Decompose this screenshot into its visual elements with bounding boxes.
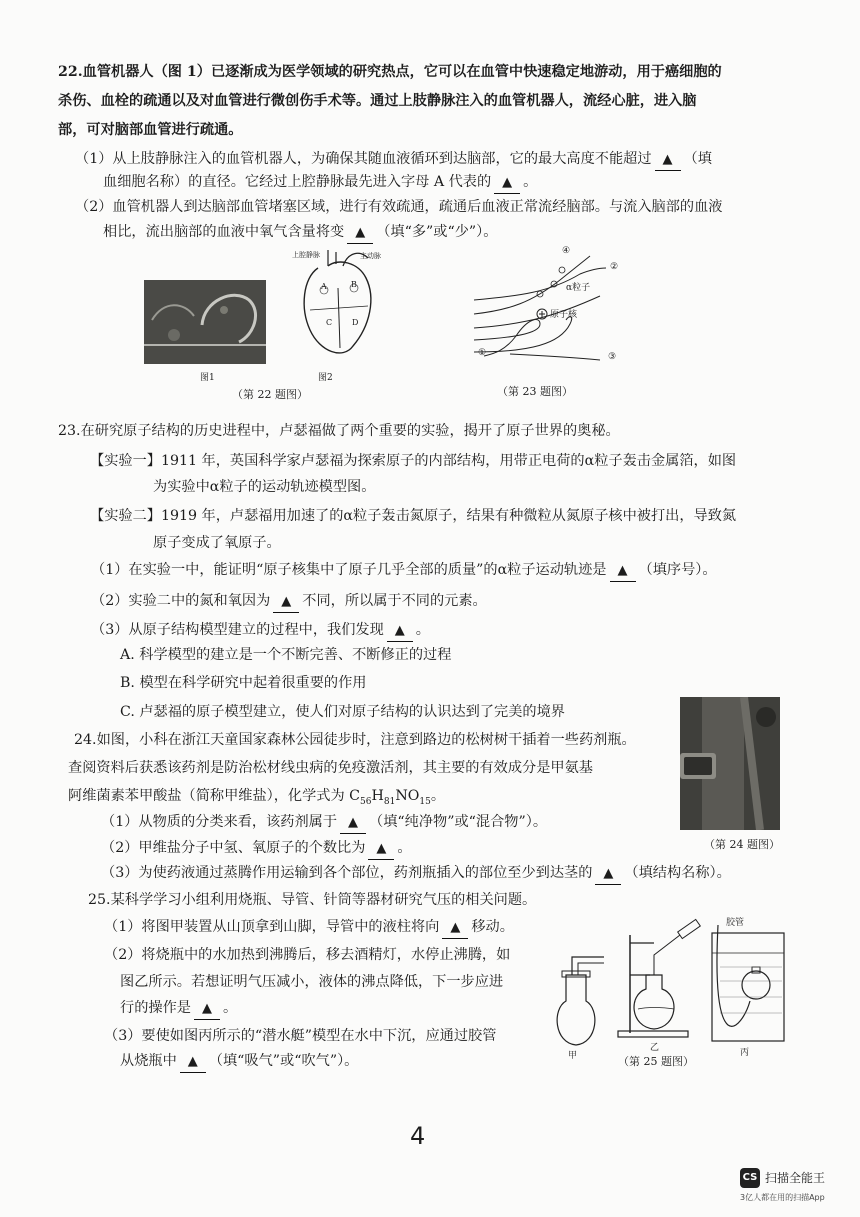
q25-part2-line2: 图乙所示。若想证明气压减小，液体的沸点降低，下一步应进 bbox=[120, 974, 504, 990]
formula-sub-c: 56 bbox=[360, 796, 372, 807]
q23-option-b: B. 模型在科学研究中起着很重要的作用 bbox=[120, 675, 367, 691]
answer-blank[interactable]: ▲ bbox=[494, 173, 520, 194]
label-jiaoguan: 胶管 bbox=[726, 918, 745, 928]
figure2-label: 图2 bbox=[318, 373, 333, 383]
q24-line3-end: 。 bbox=[430, 788, 446, 804]
q25-p2-end: 。 bbox=[222, 1000, 238, 1016]
figure23-alpha-trajectories bbox=[470, 244, 630, 372]
caption-q22: （第 22 题图） bbox=[232, 388, 308, 401]
formula-no: NO bbox=[395, 788, 420, 804]
q22-part1-line2 bbox=[103, 172, 537, 194]
q23-p2-end: 不同，所以属于不同的元素。 bbox=[302, 593, 487, 609]
q22-p1-end: 。 bbox=[523, 174, 538, 190]
q22-p1-text: （1）从上肢静脉注入的血管机器人，为确保其随血液循环到达脑部，它的最大高度不能超过 bbox=[75, 151, 652, 167]
q23-exp2-line1: 【实验二】1919 年，卢瑟福用加速了的α粒子轰击氮原子，结果有种微粒从氮原子核中被打出，导致氮 bbox=[90, 508, 737, 524]
watermark-name: 扫描全能王 bbox=[765, 1171, 826, 1185]
q24-line3-text: 阿维菌素苯甲酸盐（简称甲维盐），化学式为 C bbox=[68, 788, 361, 804]
q24-p3-hint: （填结构名称）。 bbox=[624, 865, 731, 881]
figure1-photo bbox=[144, 280, 266, 364]
q25-part1 bbox=[104, 917, 514, 939]
fig2-d-label: D bbox=[352, 318, 359, 327]
figure1-label: 图1 bbox=[200, 373, 215, 383]
watermark-tagline: 3亿人都在用的扫描App bbox=[740, 1193, 825, 1202]
alpha-label: α粒子 bbox=[566, 283, 591, 293]
q22-part2-line2 bbox=[103, 222, 497, 244]
q23-option-c: C. 卢瑟福的原子模型建立，使人们对原子结构的认识达到了完美的境界 bbox=[120, 704, 565, 720]
answer-blank[interactable]: ▲ bbox=[387, 621, 413, 642]
nucleus-label: 原子核 bbox=[550, 310, 578, 320]
q23-exp1-line1: 【实验一】1911 年，英国科学家卢瑟福为探索原子的内部结构，用带正电荷的α粒子轰击金属箔，如图 bbox=[90, 453, 737, 469]
answer-blank[interactable]: ▲ bbox=[347, 223, 373, 244]
q23-exp2-line2: 原子变成了氧原子。 bbox=[153, 535, 281, 551]
figure24-photo bbox=[680, 697, 780, 830]
q23-p1-text: （1）在实验一中，能证明“原子核集中了原子几乎全部的质量”的α粒子运动轨迹是 bbox=[91, 562, 607, 578]
answer-blank[interactable]: ▲ bbox=[595, 864, 621, 885]
q23-part1 bbox=[91, 560, 717, 582]
q24-p2-text: （2）甲维盐分子中氢、氧原子的个数比为 bbox=[101, 840, 366, 856]
q23-p1-hint: （填序号）。 bbox=[638, 562, 717, 578]
answer-blank[interactable]: ▲ bbox=[180, 1052, 206, 1073]
q24-p2-end: 。 bbox=[397, 840, 412, 856]
q24-line2: 查阅资料后获悉该药剂是防治松材线虫病的免疫激活剂，其主要的有效成分是甲氨基 bbox=[68, 760, 593, 776]
fig2-b-label: B bbox=[351, 280, 357, 289]
figure2-heart bbox=[288, 248, 388, 370]
q24-p1-text: （1）从物质的分类来看，该药剂属于 bbox=[101, 814, 338, 830]
q23-p3-text: （3）从原子结构模型建立的过程中，我们发现 bbox=[91, 622, 384, 638]
q25-p1-text: （1）将图甲装置从山顶拿到山脚，导管中的液柱将向 bbox=[104, 919, 440, 935]
caption-q23: （第 23 题图） bbox=[497, 385, 573, 398]
label-bing: 丙 bbox=[740, 1048, 750, 1058]
q24-line3 bbox=[68, 786, 445, 812]
q25-part2-line1: （2）将烧瓶中的水加热到沸腾后，移去酒精灯，水停止沸腾，如 bbox=[104, 947, 511, 963]
q24-part1 bbox=[101, 812, 547, 834]
q22-part2-line1: （2）血管机器人到达脑部血管堵塞区域，进行有效疏通，疏通后血液正常流经脑部。与流入脑部的血液 bbox=[75, 199, 723, 215]
q25-p2-text: 行的操作是 bbox=[120, 1000, 191, 1016]
trajectory-4: ④ bbox=[562, 246, 571, 256]
label-jia: 甲 bbox=[568, 1051, 578, 1061]
caption-q24: （第 24 题图） bbox=[704, 838, 780, 851]
answer-blank[interactable]: ▲ bbox=[655, 150, 681, 171]
formula-h: H bbox=[371, 788, 384, 804]
q23-part2 bbox=[91, 591, 487, 613]
q23-p3-end: 。 bbox=[415, 622, 430, 638]
q23-intro: 23.在研究原子结构的历史进程中，卢瑟福做了两个重要的实验，揭开了原子世界的奥秘。 bbox=[58, 423, 620, 439]
camscanner-logo-icon: CS bbox=[740, 1168, 760, 1188]
q25-p3-text: 从烧瓶中 bbox=[120, 1053, 177, 1069]
q22-p2-text: 相比，流出脑部的血液中氧气含量将变 bbox=[103, 224, 345, 240]
q23-part3 bbox=[91, 620, 430, 642]
q22-p1-text2: 血细胞名称）的直径。它经过上腔静脉最先进入字母 A 代表的 bbox=[103, 174, 492, 190]
q23-exp1-line2: 为实验中α粒子的运动轨迹模型图。 bbox=[153, 479, 376, 495]
formula-sub-h: 81 bbox=[383, 796, 396, 807]
q24-p3-text: （3）为使药液通过蒸腾作用运输到各个部位，药剂瓶插入的部位至少到达茎的 bbox=[101, 865, 593, 881]
q22-part1-line1 bbox=[75, 149, 712, 171]
q25-part3-line1: （3）要使如图丙所示的“潜水艇”模型在水中下沉，应通过胶管 bbox=[104, 1028, 497, 1044]
q22-p1-hint: （填 bbox=[683, 151, 712, 167]
q25-p1-end: 移动。 bbox=[471, 919, 514, 935]
answer-blank[interactable]: ▲ bbox=[610, 561, 636, 582]
q25-intro: 25.某科学学习小组利用烧瓶、导管、针筒等器材研究气压的相关问题。 bbox=[88, 892, 537, 908]
q22-p2-hint: （填“多”或“少”）。 bbox=[376, 224, 498, 240]
trajectory-2: ② bbox=[610, 262, 619, 272]
formula-sub-o: 15 bbox=[419, 796, 431, 807]
fig2-a-label: A bbox=[321, 282, 327, 291]
label-yi: 乙 bbox=[650, 1043, 660, 1053]
fig2-vein-label: 上腔静脉 bbox=[292, 251, 320, 259]
q22-line1: 22.血管机器人（图 1）已逐渐成为医学领域的研究热点，它可以在血管中快速稳定地游动，用于癌细胞的 bbox=[58, 64, 722, 80]
q25-part2-line3 bbox=[120, 998, 237, 1020]
q22-line2: 杀伤、血栓的疏通以及对血管进行微创伤手术等。通过上肢静脉注入的血管机器人，流经心脏，进入脑 bbox=[58, 93, 697, 109]
answer-blank[interactable]: ▲ bbox=[368, 839, 394, 860]
q24-part2 bbox=[101, 838, 412, 860]
trajectory-3: ③ bbox=[608, 352, 617, 362]
fig2-c-label: C bbox=[326, 318, 333, 327]
q24-part3 bbox=[101, 863, 731, 885]
answer-blank[interactable]: ▲ bbox=[442, 918, 468, 939]
q24-p1-hint: （填“纯净物”或“混合物”）。 bbox=[369, 814, 548, 830]
figure25-apparatus bbox=[550, 915, 790, 1060]
answer-blank[interactable]: ▲ bbox=[273, 592, 299, 613]
answer-blank[interactable]: ▲ bbox=[340, 813, 366, 834]
q24-line1: 24.如图，小科在浙江天童国家森林公园徒步时，注意到路边的松树树干插着一些药剂瓶。 bbox=[74, 732, 636, 748]
q25-part3-line2 bbox=[120, 1051, 358, 1073]
q25-p3-hint: （填“吸气”或“吹气”）。 bbox=[208, 1053, 359, 1069]
q23-option-a: A. 科学模型的建立是一个不断完善、不断修正的过程 bbox=[120, 647, 452, 663]
page-number: 4 bbox=[410, 1122, 426, 1150]
q22-line3: 部，可对脑部血管进行疏通。 bbox=[58, 122, 243, 138]
q23-p2-text: （2）实验二中的氮和氧因为 bbox=[91, 593, 271, 609]
trajectory-1: ① bbox=[478, 348, 487, 358]
fig2-artery-label: 主动脉 bbox=[360, 252, 381, 260]
caption-q25: （第 25 题图） bbox=[618, 1055, 694, 1068]
answer-blank[interactable]: ▲ bbox=[194, 999, 220, 1020]
